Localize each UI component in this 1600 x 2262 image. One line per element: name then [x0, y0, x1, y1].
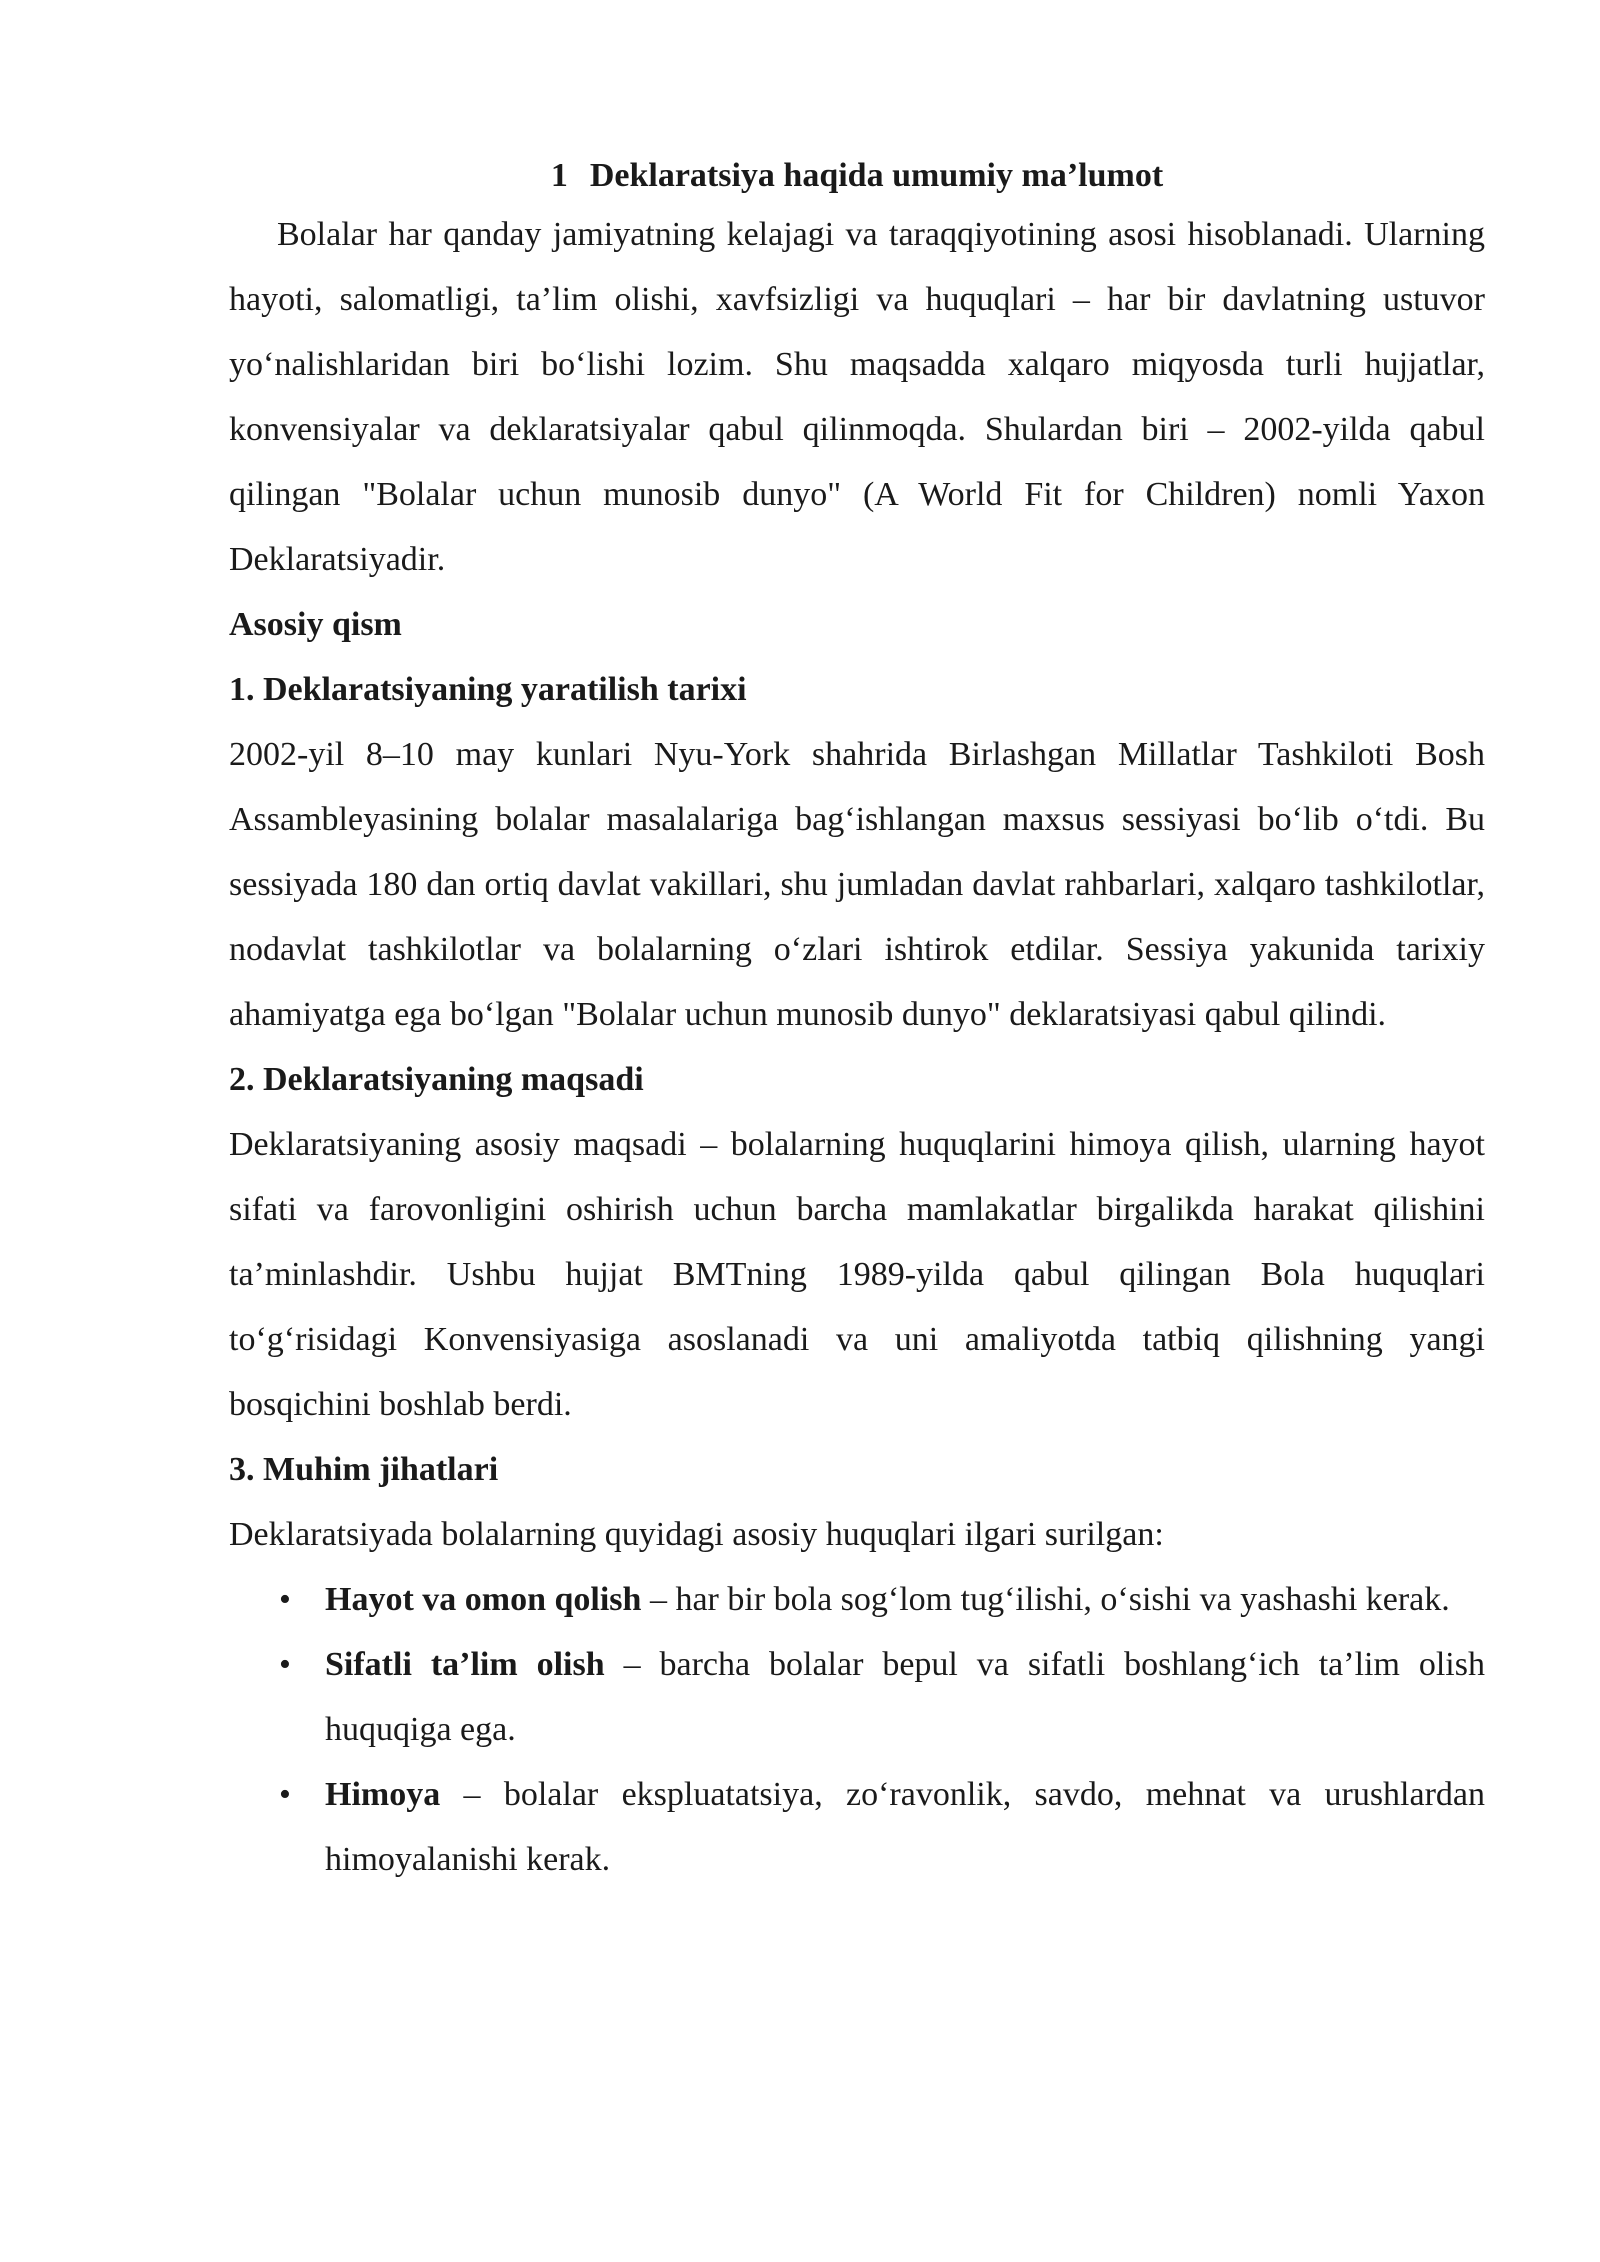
list-item-text: – barcha bolalar bepul va sifatli boshlang‘ich ta’lim olish huquqiga ega.: [325, 1646, 1485, 1748]
list-item-term: Sifatli ta’lim olish: [325, 1646, 605, 1683]
section-paragraph-purpose: Deklaratsiyaning asosiy maqsadi – bolalarning huquqlarini himoya qilish, ularning hayot sifati va farovonligini oshirish uchun barcha mamlakatlar birgalikda harakat qilishini ta’minlashdir. Ushbu hujjat BMTning 1989-yilda qabul qilingan Bola huquqlari to‘g‘risidagi Konvensiyasiga asoslanadi va uni amaliyotda tatbiq qilishning yangi bosqichini boshlab berdi.: [229, 1126, 1485, 1423]
document-page: [229, 150, 1485, 1892]
bullet-icon: •: [279, 1581, 291, 1618]
list-item: [229, 1762, 1485, 1892]
title-number: 1: [550, 157, 568, 194]
rights-list: [229, 1567, 1485, 1892]
title-text: Deklaratsiya haqida umumiy ma’lumot: [589, 157, 1164, 194]
bullet-icon: •: [279, 1646, 291, 1683]
page-title: [229, 150, 1485, 202]
list-item: [229, 1632, 1485, 1762]
list-item-text: – har bir bola sog‘lom tug‘ilishi, o‘sishi va yashashi kerak.: [641, 1581, 1450, 1618]
section-heading-history: 1. Deklaratsiyaning yaratilish tarixi: [229, 671, 747, 708]
list-item-term: Himoya: [325, 1776, 441, 1813]
section-heading-aspects: 3. Muhim jihatlari: [229, 1451, 499, 1488]
list-item-term: Hayot va omon qolish: [325, 1581, 642, 1618]
intro-paragraph: Bolalar har qanday jamiyatning kelajagi va taraqqiyotining asosi hisoblanadi. Ularning hayoti, salomatligi, ta’lim olishi, xavfsizligi va huquqlari – har bir davlatning ustuvor yo‘nalishlaridan biri bo‘lishi lozim. Shu maqsadda xalqaro miqyosda turli hujjatlar, konvensiyalar va deklaratsiyalar qabul qilinmoqda. Shulardan biri – 2002-yilda qabul qilingan "Bolalar uchun munosib dunyo" (A World Fit for Children) nomli Yaxon Deklaratsiyadir.: [229, 216, 1485, 578]
bullet-icon: •: [279, 1776, 291, 1813]
section-paragraph-aspects: Deklaratsiyada bolalarning quyidagi asosiy huquqlari ilgari surilgan:: [229, 1516, 1164, 1553]
list-item-text: – bolalar ekspluatatsiya, zo‘ravonlik, savdo, mehnat va urushlardan himoyalanishi kerak.: [325, 1776, 1485, 1878]
section-heading-purpose: 2. Deklaratsiyaning maqsadi: [229, 1061, 644, 1098]
section-paragraph-history: 2002-yil 8–10 may kunlari Nyu-York shahrida Birlashgan Millatlar Tashkiloti Bosh Assambleyasining bolalar masalalariga bag‘ishlangan maxsus sessiyasi bo‘lib o‘tdi. Bu sessiyada 180 dan ortiq davlat vakillari, shu jumladan davlat rahbarlari, xalqaro tashkilotlar, nodavlat tashkilotlar va bolalarning o‘zlari ishtirok etdilar. Sessiya yakunida tarixiy ahamiyatga ega bo‘lgan "Bolalar uchun munosib dunyo" deklaratsiyasi qabul qilindi.: [229, 736, 1485, 1033]
main-heading: Asosiy qism: [229, 606, 402, 643]
list-item: [229, 1567, 1485, 1632]
